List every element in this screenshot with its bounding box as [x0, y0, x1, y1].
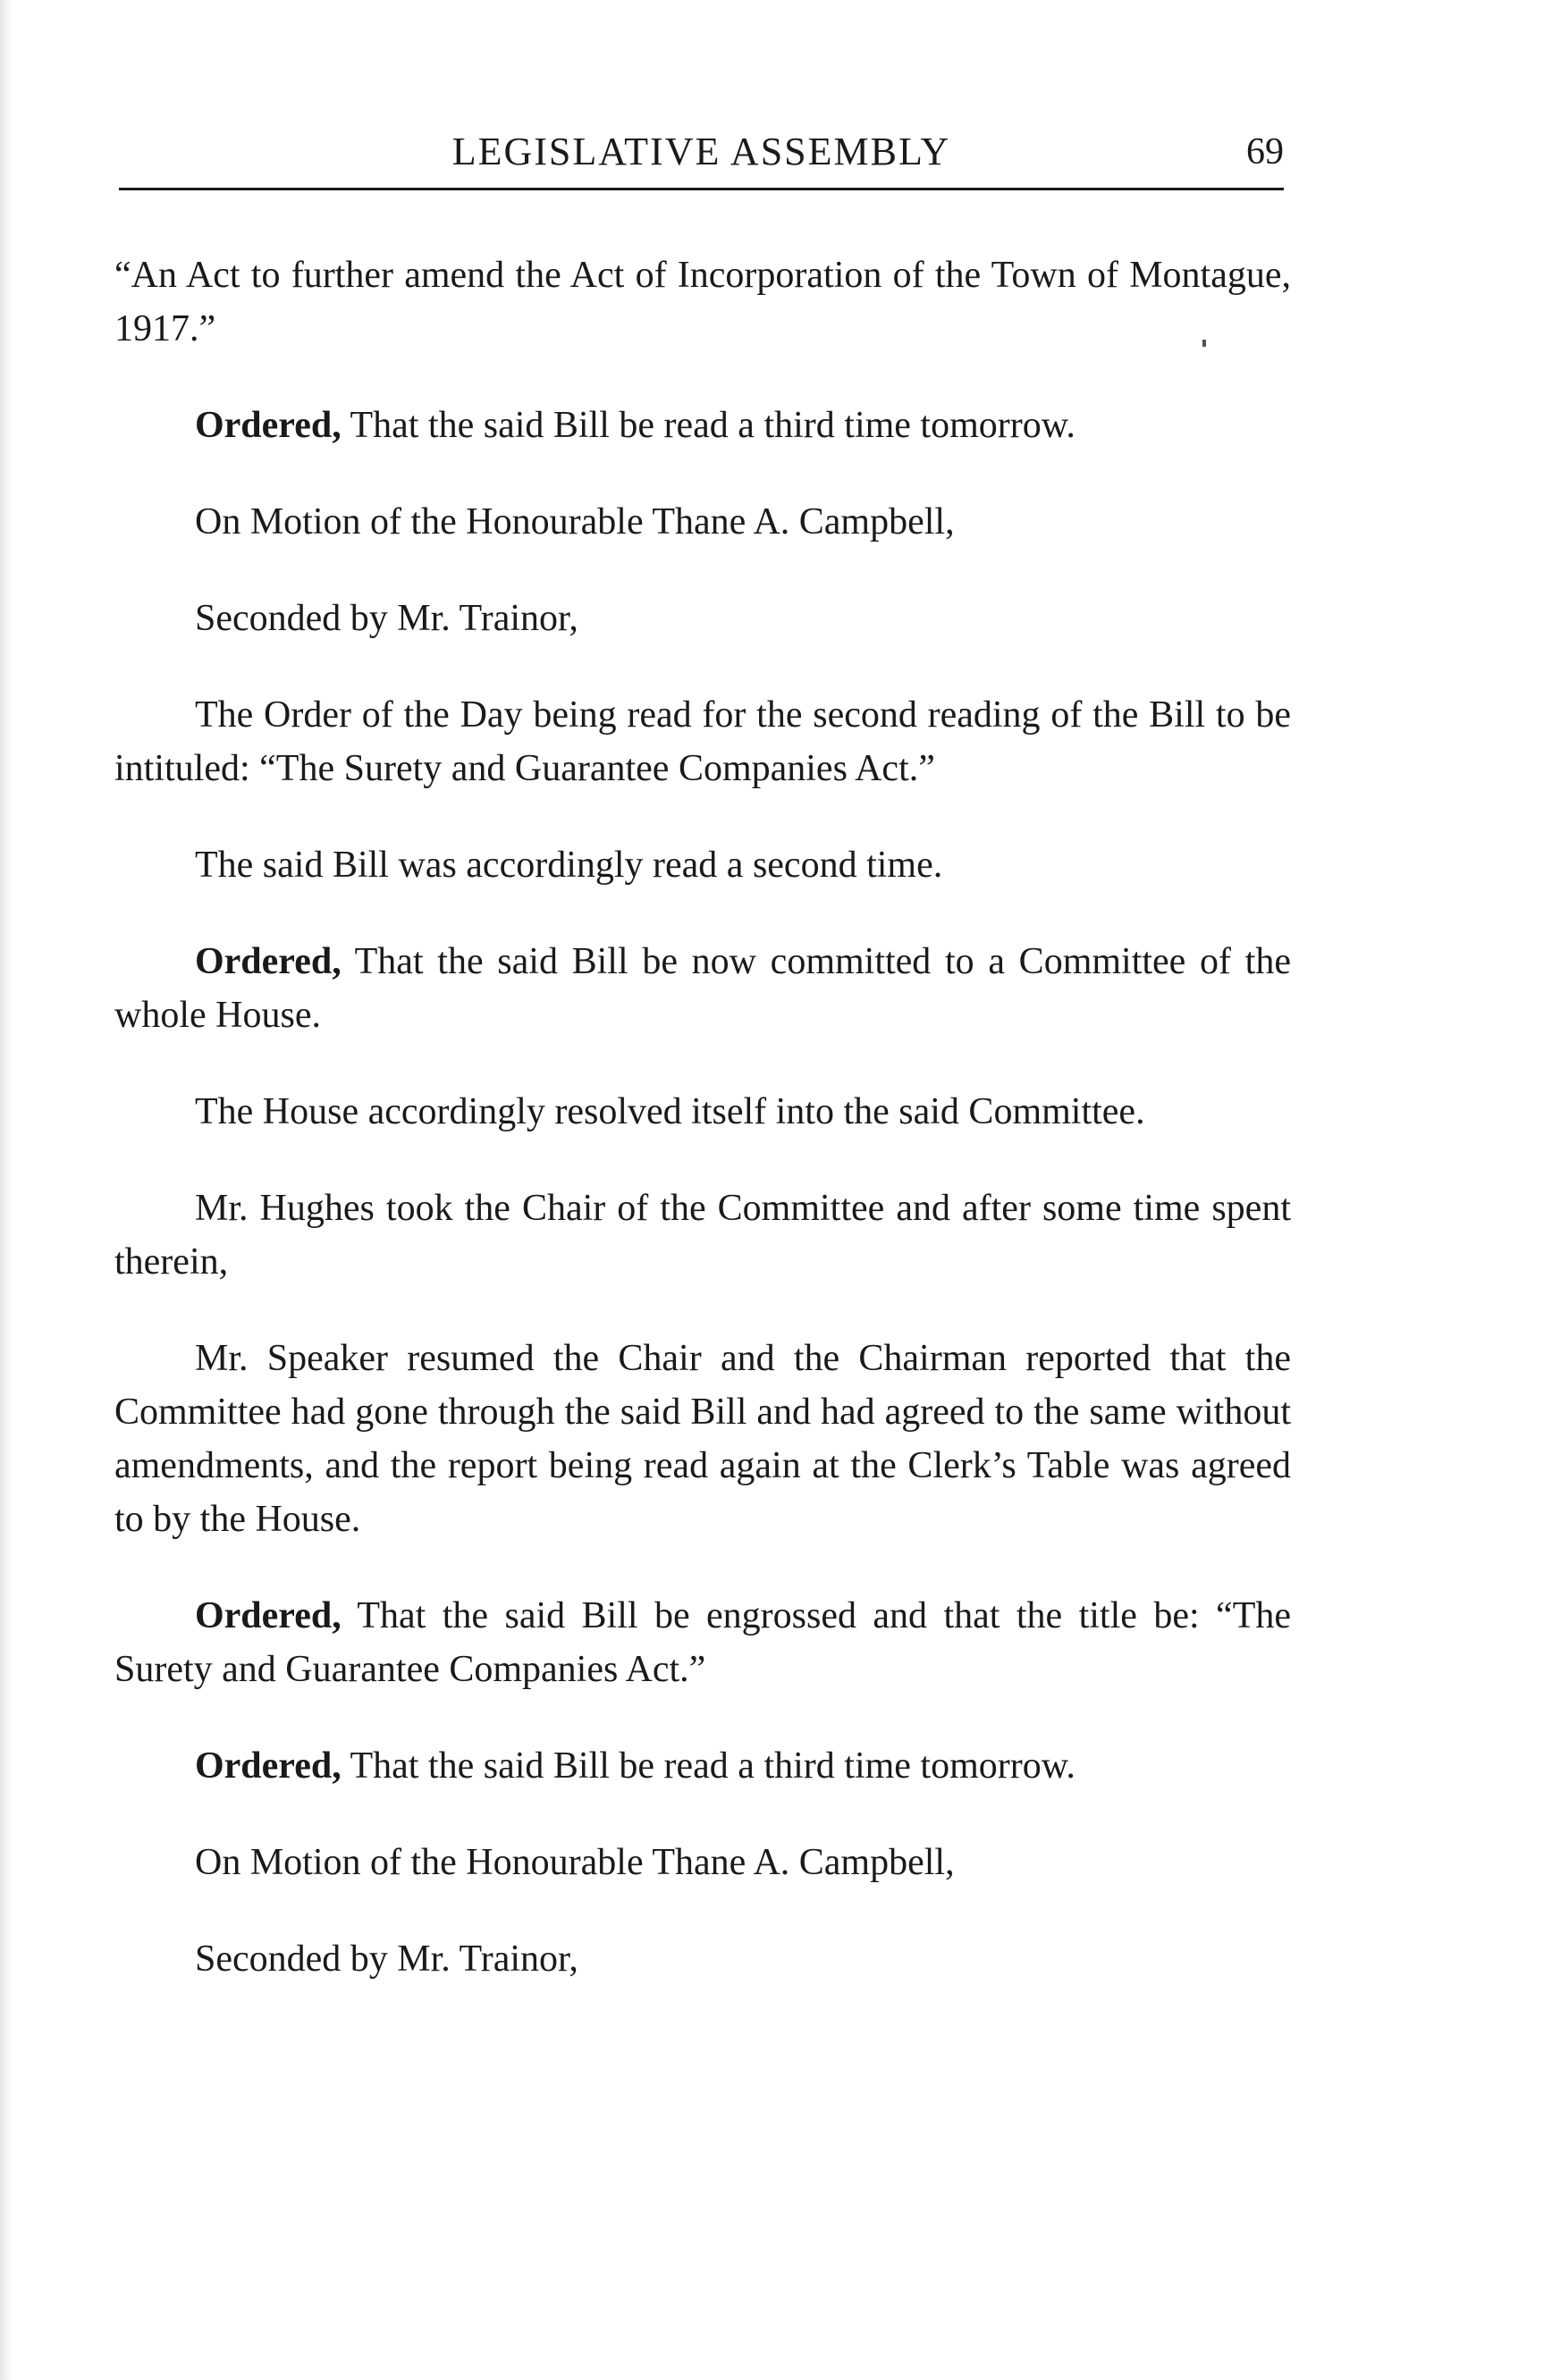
page-edge-shadow: [0, 0, 13, 2380]
paragraph-motion: On Motion of the Honourable Thane A. Campbell,: [195, 501, 955, 542]
page-header: [119, 125, 1284, 188]
paragraph-house-resolved: The House accordingly resolved itself into the said Committee.: [195, 1091, 1145, 1132]
page-number: 69: [1246, 131, 1284, 172]
ordered-keyword: Ordered,: [195, 1745, 342, 1787]
body-text: [114, 248, 1291, 2029]
paragraph-ordered-committed: Ordered, That the said Bill be now committed to a Committee of the whole House.: [114, 941, 1291, 1036]
paragraph-seconded-2: Seconded by Mr. Trainor,: [195, 1938, 578, 1980]
paragraph-act-title: “An Act to further amend the Act of Incorporation of the Town of Montague, 1917.”: [114, 255, 1291, 349]
paragraph-seconded: Seconded by Mr. Trainor,: [195, 598, 578, 639]
paragraph-hughes-chair: Mr. Hughes took the Chair of the Committee and after some time spent therein,: [114, 1188, 1291, 1283]
paragraph-ordered-third-reading: Ordered, That the said Bill be read a third time tomorrow.: [195, 405, 1075, 446]
ordered-keyword: Ordered,: [195, 405, 342, 446]
paragraph-motion-2: On Motion of the Honourable Thane A. Campbell,: [195, 1842, 955, 1883]
ordered-keyword: Ordered,: [195, 1595, 342, 1636]
paragraph-order-of-day: The Order of the Day being read for the second reading of the Bill to be intituled: “The Surety and Guarantee Companies Act.”: [114, 694, 1291, 789]
paragraph-ordered-third-reading-2: Ordered, That the said Bill be read a third time tomorrow.: [195, 1745, 1075, 1787]
paragraph-speaker-resumed: Mr. Speaker resumed the Chair and the Chairman reported that the Committee had gone through the said Bill and had agreed to the same without amendments, and the report being read again at the Clerk’s Table was agreed to by the House.: [114, 1338, 1291, 1540]
ordered-keyword: Ordered,: [195, 941, 342, 982]
paragraph-ordered-engrossed: Ordered, That the said Bill be engrossed and that the title be: “The Surety and Guarantee Companies Act.”: [114, 1595, 1291, 1690]
running-header-title: LEGISLATIVE ASSEMBLY: [451, 130, 951, 173]
paragraph-second-reading: The said Bill was accordingly read a second time.: [195, 845, 943, 886]
header-rule: [119, 188, 1284, 190]
